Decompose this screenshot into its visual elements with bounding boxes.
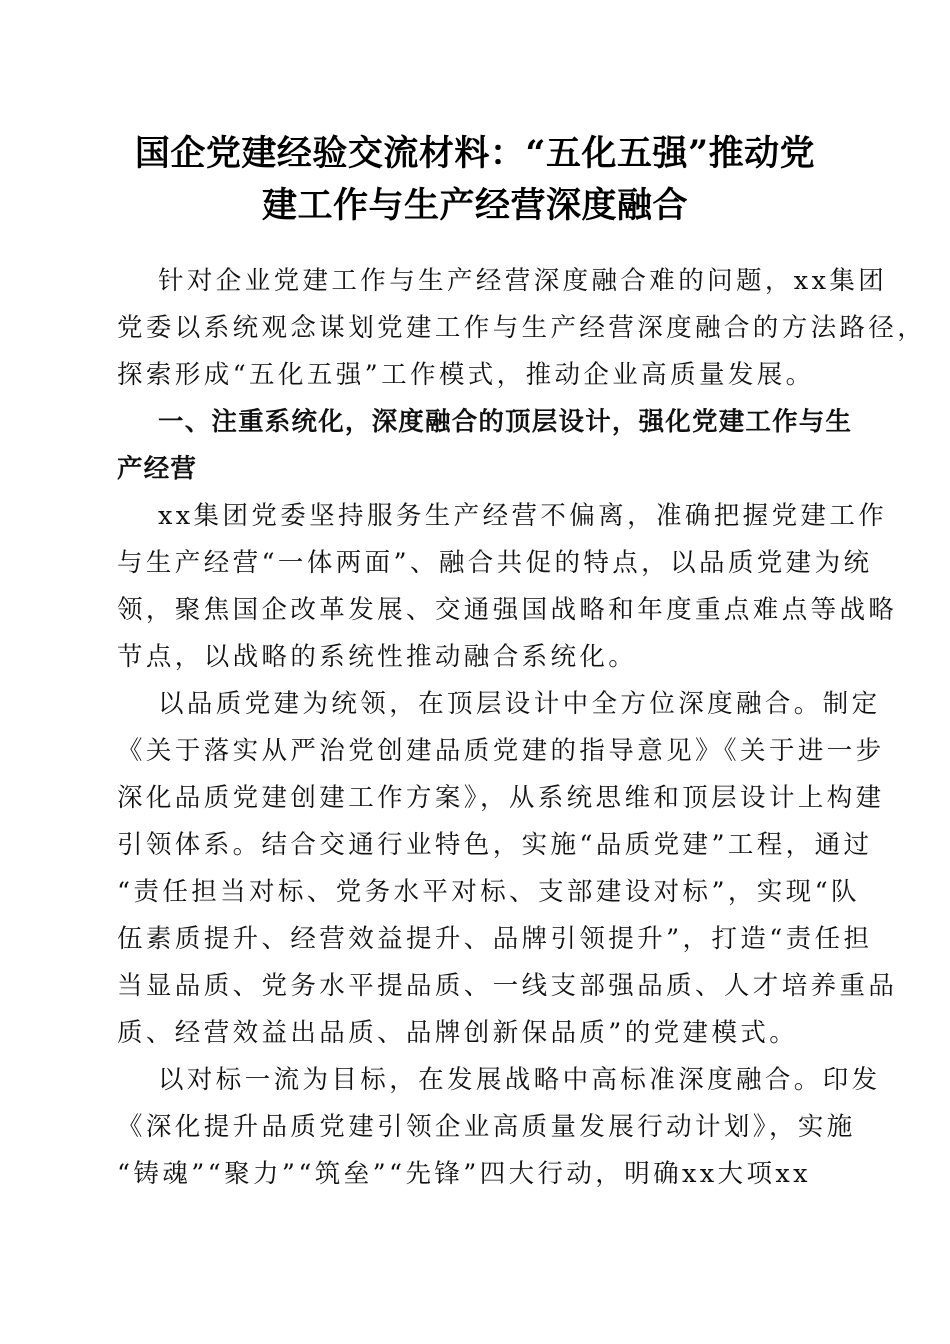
title-line: 国企党建经验交流材料：“五化五强”推动党 <box>134 133 816 174</box>
paragraph-line: 深化品质党建创建工作方案》，从系统思维和顶层设计上构建 <box>117 783 885 813</box>
paragraph-line: “责任担当对标、党务水平对标、支部建设对标”，实现“队 <box>117 877 860 907</box>
paragraph-line: 当显品质、党务水平提品质、一线支部强品质、人才培养重品 <box>117 971 898 1001</box>
paragraph-line: 党委以系统观念谋划党建工作与生产经营深度融合的方法路径， <box>117 313 927 343</box>
section-heading-line: 一、注重系统化，深度融合的顶层设计，强化党建工作与生 <box>158 407 853 437</box>
paragraph-line: 质、经营效益出品质、品牌创新保品质”的党建模式。 <box>117 1018 799 1048</box>
paragraph-line: “铸魂”“聚力”“筑垒”“先锋”四大行动，明确xx大项xx <box>117 1159 811 1189</box>
paragraph-line: 与生产经营“一体两面”、融合共促的特点，以品质党建为统 <box>117 548 873 578</box>
document-title <box>110 128 840 232</box>
section-heading-line: 产经营 <box>117 454 198 484</box>
paragraph-line: 以对标一流为目标，在发展战略中高标准深度融合。印发 <box>158 1065 881 1095</box>
paragraph-line: 引领体系。结合交通行业特色，实施“品质党建”工程，通过 <box>117 830 873 860</box>
document-body <box>117 258 927 1198</box>
paragraph-line: 《关于落实从严治党创建品质党建的指导意见》《关于进一步 <box>117 736 885 766</box>
title-line: 建工作与生产经营深度融合 <box>261 185 688 226</box>
paragraph-line: 伍素质提升、经营效益提升、品牌引领提升”，打造“责任担 <box>117 924 873 954</box>
paragraph-line: 以品质党建为统领，在顶层设计中全方位深度融合。制定 <box>158 689 881 719</box>
paragraph-line: 探索形成“五化五强”工作模式，推动企业高质量发展。 <box>117 360 815 390</box>
paragraph-line: 针对企业党建工作与生产经营深度融合难的问题，xx集团 <box>158 266 888 296</box>
paragraph-line: xx集团党委坚持服务生产经营不偏离，准确把握党建工作 <box>158 501 888 531</box>
paragraph-line: 节点，以战略的系统性推动融合系统化。 <box>117 642 638 672</box>
paragraph-line: 《深化提升品质党建引领企业高质量发展行动计划》，实施 <box>117 1112 856 1142</box>
paragraph-line: 领，聚焦国企改革发展、交通强国战略和年度重点难点等战略 <box>117 595 898 625</box>
